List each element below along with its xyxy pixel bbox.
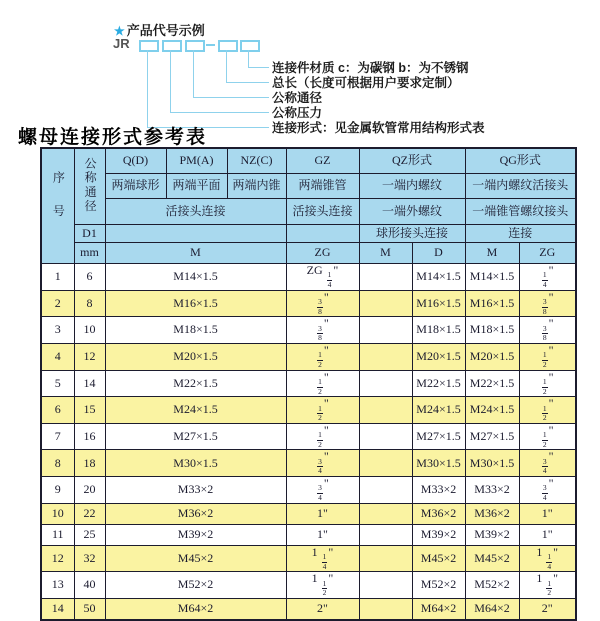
cell-m: M27×1.5 (105, 423, 286, 450)
cell-seq: 4 (41, 343, 74, 370)
cell-qz-m (359, 503, 412, 524)
cell-qg-zg: 1" (519, 503, 576, 524)
cell-qz-m (359, 317, 412, 344)
cell-dn: 16 (74, 423, 105, 450)
fraction-value: $\frac{1}{2}$ (318, 403, 322, 423)
cell-qg-m: M39×2 (465, 524, 519, 545)
header-desc-pm: 两端平面 (166, 174, 227, 199)
cell-qz-d: M64×2 (412, 598, 465, 620)
product-code-prefix: JR (113, 36, 130, 51)
table-row (41, 598, 576, 620)
cell-qz-d: M39×2 (412, 524, 465, 545)
header-code-q: Q(D) (105, 148, 166, 174)
cell-m: M16×1.5 (105, 290, 286, 317)
cell-qg-zg: $\frac{3}{4}$ " (519, 450, 576, 477)
cell-gz: $\frac{1}{2}$ " (286, 343, 359, 370)
fraction-value: $\frac{3}{4}$ (542, 456, 547, 476)
cell-m: M14×1.5 (105, 264, 286, 291)
cell-qg-zg: $\frac{3}{8}$ " (519, 317, 576, 344)
cell-qg-zg: 1" (519, 524, 576, 545)
header-seq (41, 148, 74, 264)
header-unit-gz: ZG (286, 243, 359, 264)
table-row (41, 317, 576, 344)
fraction-value: $\frac{3}{4}$ (318, 483, 322, 502)
table-row (41, 503, 576, 524)
table-row (41, 343, 576, 370)
cell-dn: 8 (74, 290, 105, 317)
fraction-value: $\frac{1}{2}$ (318, 430, 322, 449)
header-desc-nz: 两端内锥 (227, 174, 286, 199)
cell-qg-zg: 2" (519, 598, 576, 620)
header-union-connect: 活接头连接 (105, 199, 286, 225)
cell-gz: ZG $\frac{1}{4}$ " (286, 264, 359, 291)
header-dn (74, 148, 105, 225)
cell-dn: 50 (74, 598, 105, 620)
cell-gz: 2" (286, 598, 359, 620)
cell-seq: 2 (41, 290, 74, 317)
cell-qz-m (359, 524, 412, 545)
diagram-label-material: 连接件材质 c：为碳钢 b：为不锈钢 (272, 61, 469, 75)
cell-qg-zg: 1 $\frac{1}{4}$ " (519, 545, 576, 572)
cell-qg-m: M64×2 (465, 598, 519, 620)
header-code-qg: QG形式 (465, 148, 576, 174)
cell-seq: 8 (41, 450, 74, 477)
code-dash (206, 44, 215, 46)
fraction-value: $\frac{1}{2}$ (318, 350, 322, 369)
fraction-value: $\frac{1}{4}$ (327, 270, 332, 289)
cell-qz-m (359, 370, 412, 397)
header-unit-qg-m: M (465, 243, 519, 264)
table-row (41, 572, 576, 599)
cell-qz-d: M45×2 (412, 545, 465, 572)
fraction-value: $\frac{1}{4}$ (542, 270, 547, 289)
cell-qg-zg: $\frac{3}{8}$ " (519, 290, 576, 317)
table-row (41, 477, 576, 504)
cell-gz: $\frac{3}{8}$ " (286, 317, 359, 344)
header-desc2-qz: 一端外螺纹 (359, 199, 465, 225)
table-row (41, 397, 576, 424)
cell-m: M39×2 (105, 524, 286, 545)
cell-qg-m: M33×2 (465, 477, 519, 504)
table-header (41, 148, 576, 264)
cell-dn: 14 (74, 370, 105, 397)
cell-dn: 20 (74, 477, 105, 504)
cell-qz-m (359, 290, 412, 317)
cell-qz-d: M52×2 (412, 572, 465, 599)
header-empty-cell (105, 225, 286, 243)
header-dn-label: 公称通径 (83, 156, 98, 214)
header-desc1-qg: 一端内螺纹活接头 (465, 174, 576, 199)
cell-qz-d: M30×1.5 (412, 450, 465, 477)
cell-gz: 1" (286, 503, 359, 524)
cell-m: M36×2 (105, 503, 286, 524)
cell-qg-zg: $\frac{1}{2}$ " (519, 423, 576, 450)
diagram-label-pressure: 公称压力 (272, 106, 323, 120)
cell-seq: 14 (41, 598, 74, 620)
fraction-value: $\frac{3}{4}$ (318, 456, 322, 476)
cell-qz-m (359, 545, 412, 572)
table-row (41, 370, 576, 397)
cell-seq: 11 (41, 524, 74, 545)
header-code-gz: GZ (286, 148, 359, 174)
table-row (41, 524, 576, 545)
header-d1: D1 (74, 225, 105, 243)
cell-qg-m: M18×1.5 (465, 317, 519, 344)
cell-qg-m: M36×2 (465, 503, 519, 524)
cell-qg-zg: $\frac{3}{4}$ " (519, 477, 576, 504)
diagram-label-diameter: 公称通径 (272, 91, 323, 105)
cell-qz-d: M16×1.5 (412, 290, 465, 317)
cell-gz: 1 $\frac{1}{4}$ " (286, 545, 359, 572)
table-body (41, 264, 576, 620)
cell-gz: 1" (286, 524, 359, 545)
cell-qz-m (359, 423, 412, 450)
cell-qg-zg: $\frac{1}{2}$ " (519, 370, 576, 397)
cell-qz-d: M18×1.5 (412, 317, 465, 344)
cell-qz-d: M33×2 (412, 477, 465, 504)
cell-dn: 12 (74, 343, 105, 370)
cell-dn: 10 (74, 317, 105, 344)
header-desc-gz: 两端锥管 (286, 174, 359, 199)
fraction-value: $\frac{1}{2}$ (547, 578, 552, 598)
cell-qg-m: M30×1.5 (465, 450, 519, 477)
cell-qz-d: M36×2 (412, 503, 465, 524)
cell-m: M24×1.5 (105, 397, 286, 424)
cell-qz-d: M20×1.5 (412, 343, 465, 370)
cell-seq: 12 (41, 545, 74, 572)
cell-qg-m: M24×1.5 (465, 397, 519, 424)
header-desc2-qg: 一端锥管螺纹接头 (465, 199, 576, 225)
cell-dn: 15 (74, 397, 105, 424)
cell-qz-d: M22×1.5 (412, 370, 465, 397)
fraction-value: $\frac{1}{2}$ (322, 578, 327, 598)
nut-connection-reference-table (40, 147, 577, 621)
header-seq-label: 序号 (51, 170, 66, 238)
header-mm: mm (74, 243, 105, 264)
fraction-value: $\frac{1}{2}$ (542, 403, 547, 423)
cell-qz-m (359, 264, 412, 291)
diagram-title-text: 产品代号示例 (126, 23, 205, 38)
cell-m: M33×2 (105, 477, 286, 504)
cell-m: M30×1.5 (105, 450, 286, 477)
fraction-value: $\frac{3}{8}$ (318, 323, 322, 343)
cell-gz: $\frac{1}{2}$ " (286, 423, 359, 450)
cell-gz: $\frac{3}{8}$ " (286, 290, 359, 317)
cell-m: M22×1.5 (105, 370, 286, 397)
cell-qg-m: M20×1.5 (465, 343, 519, 370)
table-row (41, 450, 576, 477)
cell-qz-m (359, 397, 412, 424)
cell-qg-m: M16×1.5 (465, 290, 519, 317)
cell-gz: $\frac{1}{2}$ " (286, 370, 359, 397)
cell-qz-d: M14×1.5 (412, 264, 465, 291)
cell-dn: 18 (74, 450, 105, 477)
header-desc-q: 两端球形 (105, 174, 166, 199)
fraction-value: $\frac{3}{8}$ (542, 323, 547, 343)
cell-qg-m: M14×1.5 (465, 264, 519, 291)
fraction-value: $\frac{1}{2}$ (542, 430, 547, 449)
header-code-pm: PM(A) (166, 148, 227, 174)
header-desc1-qz: 一端内螺纹 (359, 174, 465, 199)
header-empty-cell (286, 225, 359, 243)
header-unit-qz-m: M (359, 243, 412, 264)
diagram-label-length: 总长（长度可根据用户要求定制） (272, 76, 460, 90)
cell-qz-m (359, 572, 412, 599)
cell-qz-d: M27×1.5 (412, 423, 465, 450)
cell-dn: 40 (74, 572, 105, 599)
cell-qz-m (359, 450, 412, 477)
cell-dn: 6 (74, 264, 105, 291)
table-row (41, 423, 576, 450)
cell-dn: 25 (74, 524, 105, 545)
cell-seq: 9 (41, 477, 74, 504)
fraction-value: $\frac{1}{2}$ (542, 350, 547, 369)
cell-qg-zg: $\frac{1}{4}$ " (519, 264, 576, 291)
cell-gz: $\frac{1}{2}$ " (286, 397, 359, 424)
table-row (41, 290, 576, 317)
star-icon: ★ (114, 24, 125, 38)
fraction-value: $\frac{1}{4}$ (547, 552, 552, 571)
cell-seq: 5 (41, 370, 74, 397)
fraction-value: $\frac{3}{4}$ (542, 483, 547, 502)
cell-m: M52×2 (105, 572, 286, 599)
cell-qg-m: M22×1.5 (465, 370, 519, 397)
header-code-qz: QZ形式 (359, 148, 465, 174)
header-unit-qg-zg: ZG (519, 243, 576, 264)
cell-gz: $\frac{3}{4}$ " (286, 450, 359, 477)
cell-dn: 32 (74, 545, 105, 572)
header-qg-connect: 连接 (465, 225, 576, 243)
cell-m: M64×2 (105, 598, 286, 620)
cell-m: M18×1.5 (105, 317, 286, 344)
cell-m: M45×2 (105, 545, 286, 572)
cell-seq: 10 (41, 503, 74, 524)
table-title: 螺母连接形式参考表 (18, 126, 208, 148)
header-gz-connect: 活接头连接 (286, 199, 359, 225)
table-row (41, 545, 576, 572)
cell-seq: 1 (41, 264, 74, 291)
diagram-label-form: 连接形式：见金属软管常用结构形式表 (272, 121, 485, 135)
cell-qg-zg: $\frac{1}{2}$ " (519, 343, 576, 370)
cell-qg-m: M52×2 (465, 572, 519, 599)
cell-qz-d: M24×1.5 (412, 397, 465, 424)
fraction-value: $\frac{1}{4}$ (322, 552, 327, 571)
header-code-nz: NZ(C) (227, 148, 286, 174)
header-qz-connect: 球形接头连接 (359, 225, 465, 243)
cell-qz-m (359, 477, 412, 504)
cell-gz: $\frac{3}{4}$ " (286, 477, 359, 504)
fraction-value: $\frac{1}{2}$ (318, 376, 322, 396)
fraction-value: $\frac{3}{8}$ (542, 297, 547, 316)
cell-seq: 7 (41, 423, 74, 450)
cell-seq: 6 (41, 397, 74, 424)
cell-m: M20×1.5 (105, 343, 286, 370)
cell-qz-m (359, 598, 412, 620)
fraction-value: $\frac{3}{8}$ (318, 297, 322, 316)
table-row (41, 264, 576, 291)
cell-qg-zg: $\frac{1}{2}$ " (519, 397, 576, 424)
cell-qg-m: M27×1.5 (465, 423, 519, 450)
cell-dn: 22 (74, 503, 105, 524)
cell-seq: 13 (41, 572, 74, 599)
cell-qg-zg: 1 $\frac{1}{2}$ " (519, 572, 576, 599)
fraction-value: $\frac{1}{2}$ (542, 376, 547, 396)
cell-seq: 3 (41, 317, 74, 344)
cell-qz-m (359, 343, 412, 370)
header-unit-m: M (105, 243, 286, 264)
cell-qg-m: M45×2 (465, 545, 519, 572)
connector-line-form (147, 50, 269, 128)
header-unit-qz-d: D (412, 243, 465, 264)
cell-gz: 1 $\frac{1}{2}$ " (286, 572, 359, 599)
